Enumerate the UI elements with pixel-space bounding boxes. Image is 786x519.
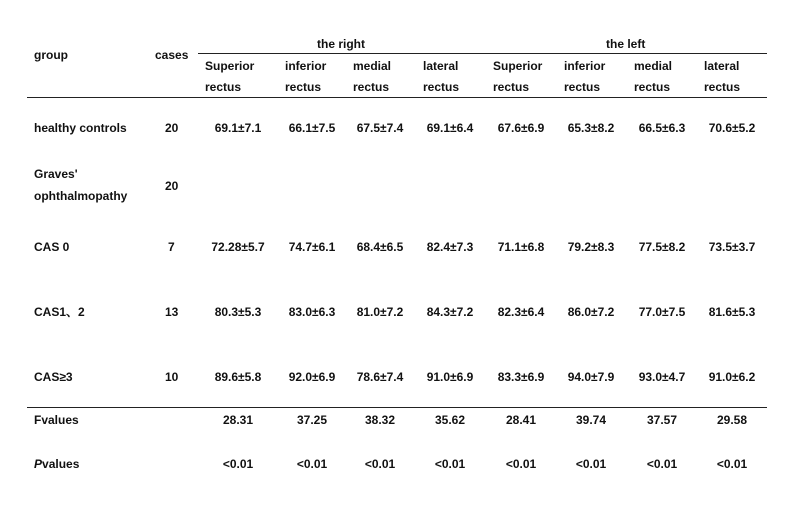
table-cell: 74.7±6.1	[288, 240, 336, 254]
table-cell: 77.0±7.5	[638, 305, 686, 319]
col-header: Superior	[205, 59, 255, 73]
table-cell: 82.3±6.4	[497, 305, 545, 319]
fvalue-cell: 37.57	[646, 413, 678, 427]
col-header: rectus	[704, 80, 741, 94]
row-cases: 13	[165, 305, 179, 319]
row-cases: 20	[165, 179, 179, 193]
table-cell: 93.0±4.7	[638, 370, 686, 384]
table-cell: 70.6±5.2	[708, 121, 756, 135]
pvalue-cell: <0.01	[646, 457, 678, 471]
row-cases: 7	[168, 240, 175, 254]
table-cell: 73.5±3.7	[708, 240, 756, 254]
table-cell: 83.0±6.3	[288, 305, 336, 319]
col-header: lateral	[423, 59, 459, 73]
col-header: inferior	[285, 59, 327, 73]
header-span-rule	[198, 53, 767, 54]
col-header: lateral	[704, 59, 740, 73]
pvalue-cell: <0.01	[716, 457, 748, 471]
col-header: inferior	[564, 59, 606, 73]
table-cell: 81.6±5.3	[708, 305, 756, 319]
row-group-label: CAS 0	[34, 240, 70, 254]
pvalues-label-italic: P	[34, 457, 43, 471]
table-cell: 69.1±6.4	[426, 121, 474, 135]
col-header: rectus	[634, 80, 671, 94]
fvalue-cell: 28.41	[505, 413, 537, 427]
pvalue-cell: <0.01	[296, 457, 328, 471]
table-cell: 82.4±7.3	[426, 240, 474, 254]
pvalue-cell: <0.01	[222, 457, 254, 471]
row-group-label: healthy controls	[34, 121, 127, 135]
table-cell: 94.0±7.9	[567, 370, 615, 384]
row-group-label: Graves'	[34, 167, 78, 181]
table-cell: 69.1±7.1	[214, 121, 262, 135]
col-header: rectus	[564, 80, 601, 94]
table-cell: 91.0±6.2	[708, 370, 756, 384]
table-cell: 67.6±6.9	[497, 121, 545, 135]
row-cases: 20	[165, 121, 179, 135]
table-cell: 71.1±6.8	[497, 240, 545, 254]
col-header: medial	[353, 59, 392, 73]
row-group-label: CAS≥3	[34, 370, 73, 384]
stats-top-rule	[27, 407, 767, 408]
table-cell: 66.5±6.3	[638, 121, 686, 135]
table-cell: 84.3±7.2	[426, 305, 474, 319]
cases-header: cases	[155, 48, 189, 62]
row-cases: 10	[165, 370, 179, 384]
fvalue-cell: 39.74	[575, 413, 607, 427]
pvalue-cell: <0.01	[434, 457, 466, 471]
col-header: rectus	[353, 80, 390, 94]
fvalue-cell: 37.25	[296, 413, 328, 427]
table-cell: 68.4±6.5	[356, 240, 404, 254]
table-cell: 72.28±5.7	[211, 240, 265, 254]
col-header: medial	[634, 59, 673, 73]
table-cell: 86.0±7.2	[567, 305, 615, 319]
fvalues-label: Fvalues	[34, 413, 79, 427]
table-cell: 92.0±6.9	[288, 370, 336, 384]
table-cell: 79.2±8.3	[567, 240, 615, 254]
table-cell: 78.6±7.4	[356, 370, 404, 384]
table-cell: 65.3±8.2	[567, 121, 615, 135]
fvalue-cell: 28.31	[222, 413, 254, 427]
row-group-label: ophthalmopathy	[34, 189, 128, 203]
pvalues-label-rest: values	[42, 457, 80, 471]
fvalue-cell: 29.58	[716, 413, 748, 427]
header-bottom-rule	[27, 97, 767, 98]
table-cell: 83.3±6.9	[497, 370, 545, 384]
table-cell: 80.3±5.3	[214, 305, 262, 319]
row-group-label: CAS1、2	[34, 305, 85, 319]
left-side-header: the left	[606, 37, 646, 51]
col-header: rectus	[285, 80, 322, 94]
table-cell: 77.5±8.2	[638, 240, 686, 254]
fvalue-cell: 38.32	[364, 413, 396, 427]
table-cell: 81.0±7.2	[356, 305, 404, 319]
table-cell: 91.0±6.9	[426, 370, 474, 384]
col-header: rectus	[423, 80, 460, 94]
pvalues-label	[34, 457, 79, 471]
right-side-header: the right	[317, 37, 365, 51]
pvalue-cell: <0.01	[575, 457, 607, 471]
fvalue-cell: 35.62	[434, 413, 466, 427]
pvalue-cell: <0.01	[505, 457, 537, 471]
col-header: Superior	[493, 59, 543, 73]
col-header: rectus	[205, 80, 242, 94]
table-cell: 66.1±7.5	[288, 121, 336, 135]
table-cell: 67.5±7.4	[356, 121, 404, 135]
col-header: rectus	[493, 80, 530, 94]
pvalue-cell: <0.01	[364, 457, 396, 471]
table-cell: 89.6±5.8	[214, 370, 262, 384]
group-header: group	[34, 48, 68, 62]
